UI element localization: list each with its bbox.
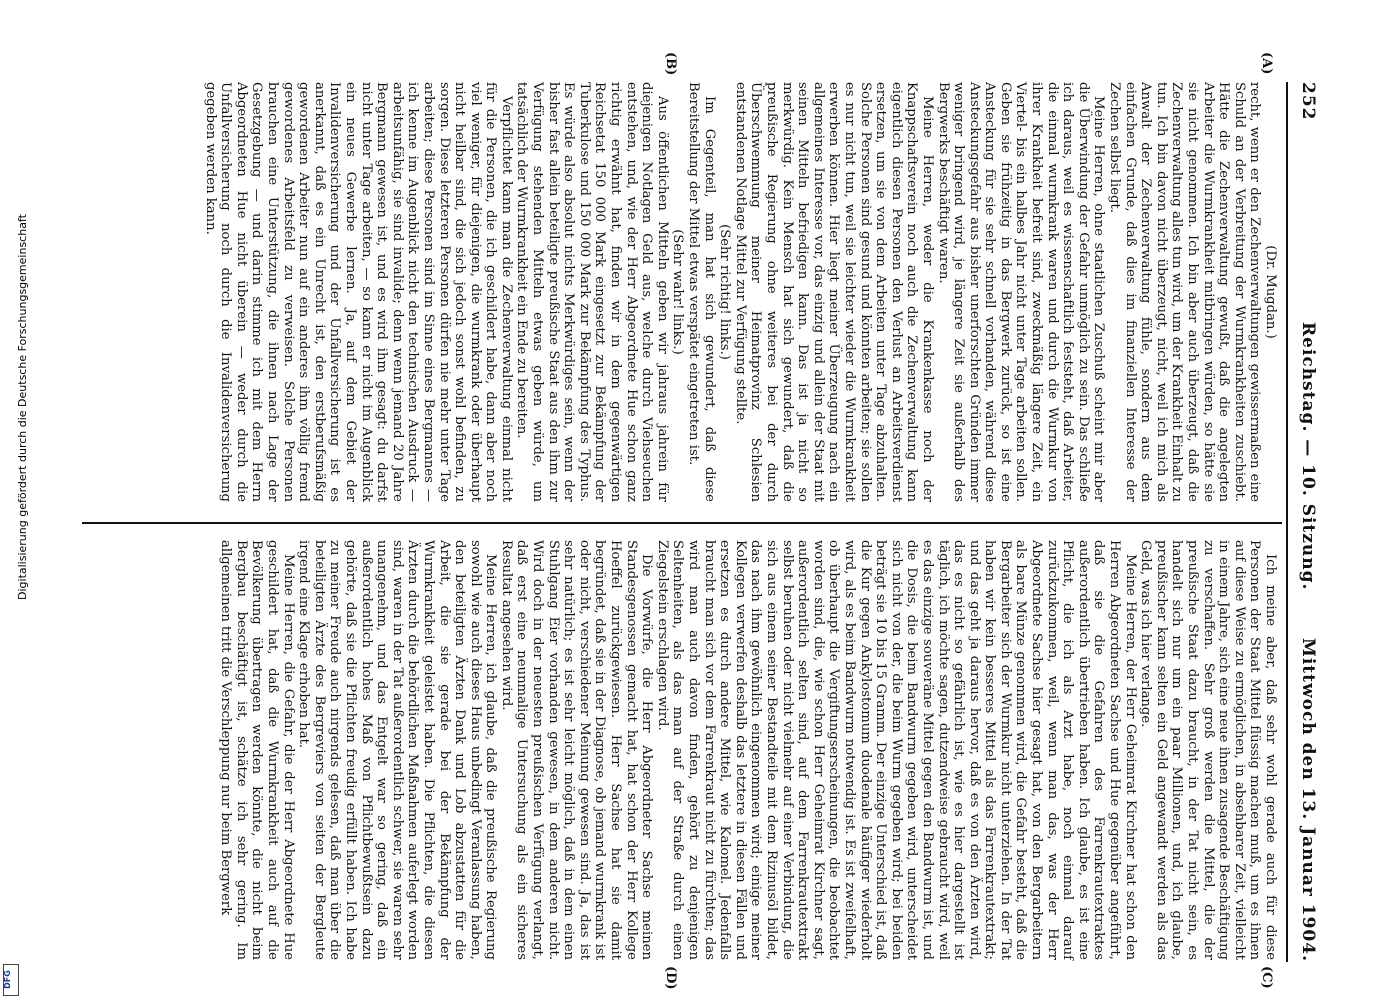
paragraph: Im Gegenteil, man hat sich gewundert, daß diese Bereitstellung der Mittel etwas verspätet eingetreten ist.	[686, 82, 717, 502]
paragraph: recht, wenn er den Zechenverwaltungen gewissermaßen eine Schuld an der Verbreitung der Wurmkrankheiten zuschiebt. Hätte die Zechenverwaltung gewußt, daß die angelegten Arbeiter die Wurmkrankheit mitbringen würden, so hätte sie sie nicht genommen. Ich bin aber auch überzeugt, daß die Zechenverwaltung alles tun wird, um der Krankheit Einhalt zu tun. Ich bin davon nicht überzeugt, nicht, weil ich mich als Anwalt der Zechenverwaltung fühle, sondern aus dem einfachen Grunde, daß dies im finanziellen Interesse der Zechen selbst liegt.	[1107, 82, 1263, 502]
paragraph: Aus öffentlichen Mitteln geben wir jahraus jahrein für diejenigen Notlagen Geld aus, welche durch Viehseuchen entstehen, und, wie der Herr Abgeordnete Hue schon ganz richtig erwähnt hat, finden wir in dem gegenwärtigen Reichsetat 150 000 Mark eingesetzt zur Bekämpfung der Tuberkulose und 150 000 Mark zur Bekämpfung des Typhus. Es würde also absolut nichts Merkwürdiges sein, wenn der bisher fast allein beteiligte preußische Staat aus den ihm zur Verfügung stehenden Mitteln etwas geben würde, um tatsächlich der Wurmkrankheit ein Ende zu bereiten.	[514, 82, 670, 502]
header-rule	[1286, 82, 1288, 962]
paragraph: Meine Herren, die Gefahr, die der Herr Abgeordnete Hue geschildert hat, daß die Wurmkrankheit auch auf die Bevölkerung übertragen werden könnte, die nicht beim Bergbau beschäftigt ist, schätze ich sehr gering. Im allgemeinen tritt die Verschleppung nur beim Bergwerk	[218, 540, 296, 960]
page-number: 252	[1298, 82, 1318, 121]
paragraph: Ich meine aber, daß sehr wohl gerade auch für diese Personen der Staat Mittel flüssig machen muß, um es ihnen auf diese Weise zu ermöglichen, in absehbarer Zeit, vielleicht in einem Jahre, sich eine neue ihnen zusagende Beschäftigung zu verschaffen. Sehr groß werden die Mittel, die der preußische Staat dazu braucht, in der Tat nicht sein, es handelt sich nur um ein paar Millionen, und, ich glaube, preußischer kann selten ein Geld angewandt werden als das Geld, was ich hier verlange.	[1138, 540, 1278, 960]
paragraph: Meine Herren, ohne staatlichen Zuschuß scheint mir aber die Überwindung der Gefahr unmöglich zu sein. Das schließe ich daraus, weil es wissenschaftlich feststeht, daß Arbeiter, die einmal wurmkrank waren und durch die Wurmkur von ihrer Krankheit befreit sind, zweckmäßig längere Zeit, ein Viertel- bis ein halbes Jahr nicht unter Tage arbeiten sollen. Geben sie frühzeitig in das Bergwerk zurück, so ist eine Ansteckung für sie sehr schnell vorhanden, während diese Ansteckungsgefahr aus bisher unerforschten Gründen immer weniger bringend wird, je längere Zeit sie außerhalb des Bergwerks beschäftigt waren.	[935, 82, 1107, 502]
paragraph: Meine Herren, ich glaube, daß die preußische Regierung sowohl wie auch dieses Haus unbedingt Veranlassung haben, den beteiligten Ärzten Dank und Lob abzustatten für die Arbeit, die sie gerade bei der Bekämpfung der Wurmkrankheit geleistet haben. Die Pflichten, die diesen Ärzten durch die behördlichen Maßnahmen auferlegt worden sind, waren in der Tat außerordentlich schwer, sie waren sehr unangenehm, und das Entgelt war so gering, daß ein außerordentlich hohes Maß von Pflichtbewußtsein dazu gehörte, daß sie die Pflichten freudig erfüllt haben. Ich habe zu meiner Freude auch nirgends gelesen, daß man über die beteiligten Ärzte des Bergreviers von seiten der Bergleute irgend eine Klage erhoben hat.	[296, 540, 499, 960]
digitization-footer	[0, 0, 29, 1000]
session-date: Mittwoch den 13. Januar 1904.	[1298, 638, 1318, 962]
right-column	[218, 540, 1278, 960]
page-header	[1290, 82, 1318, 962]
left-column	[202, 82, 1278, 502]
dfg-logo-text: DFG	[2, 970, 12, 989]
margin-marker-b: (B)	[663, 52, 678, 76]
speaker-label: (Dr. Mugdan.)	[1263, 245, 1278, 339]
dfg-logo	[3, 964, 19, 996]
footer-credit: Digitalisierung gefördert durch die Deutsche Forschungsgemeinschaft	[16, 214, 29, 600]
paragraph: Verpflichtet kann man die Zechenverwaltung einmal nicht für die Personen, die ich geschildert habe, dann aber noch viel weniger, für diejenigen, die wurmkrank oder überhaupt nicht heilbar sind, die sich jedoch sonst wohl befinden, zu sorgen. Diese letzteren Personen dürfen nie mehr unter Tage arbeiten; diese Personen sind im Sinne eines Bergmannes — ich kenne im Augenblick nicht den technischen Ausdruck — arbeitsunfähig, sie sind invalide; denn wenn jemand 20 Jahre Bergmann gewesen ist, und es wird ihm gesagt: du darfst nicht unter Tage arbeiten, — so kann er nicht im Augenblick ein neues Gewerbe lernen. Ja, auf dem Gebiet der Invalidenversicherung und der Unfallversicherung ist es anerkannt, daß es ein Unrecht ist, den erstberufsmäßig gewordenen Arbeiter nun auf ein anderes ihm völlig fremd gewordenes Arbeitsfeld zu verweisen. Solche Personen brauchen eine Unterstützung, die ihnen nach Lage der Gesetzgebung — und darin stimme ich mit dem Herrn Abgeordneten Hue nicht überein — weder durch die Unfallversicherung noch durch die Invalidenversicherung gegeben werden kann.	[202, 82, 514, 502]
interjection: (Sehr richtig! links.)	[717, 224, 733, 360]
interjection: (Sehr wahr! links.)	[670, 229, 686, 355]
margin-marker-c: (C)	[1259, 966, 1274, 989]
margin-marker-a: (A)	[1259, 52, 1274, 75]
paragraph: Meine Herren, weder die Krankenkasse noch der Knappschaftsverein noch auch die Zechenverwaltung kann eigentlich diesen Personen den Verlust an Arbeitsverdienst ersetzen, um sie von dem Arbeiten unter Tage abzuhalten. Solche Personen sind gesund und könnten arbeiten; sie sollen es nur nicht tun, weil sie leichter wieder die Wurmkrankheit erwerben können. Hier liegt meiner Überzeugung nach ein allgemeines Interesse vor, das einzig und allein der Staat mit seinen Mitteln befriedigen kann. Das ist ja nicht so merkwürdig. Kein Mensch hat sich gewundert, daß die preußische Regierung ohne weiteres bei der durch Überschwemmung meiner Heimatprovinz Schlesien entstandenen Notlage Mittel zur Verfügung stellte.	[732, 82, 935, 502]
paragraph: Meine Herren, der Herr Geheimrat Kirchner hat schon den Herren Abgeordneten Sachse und Hue gegenüber angeführt, daß sie die Gefahren des Farrenkrautextraktes außerordentlich übertrieben haben. Ich glaube, es ist eine Pflicht, die ich als Arzt habe, noch einmal darauf zurückzukommen, weil, wenn man das, was der Herr Abgeordnete Sachse hier gesagt hat, von den Bergarbeitern als bare Münze genommen wird, die Gefahr besteht, daß die Bergarbeiter sich der Wurmkur nicht unterziehen. In der Tat haben wir kein besseres Mittel als das Farrenkrautextrakt; und das geht ja daraus hervor, daß es von den Ärzten wird, das es nicht so gefährlich ist, wie es hier dargestellt ist täglich, ich möchte sagen, dutzendweise gebraucht wird, weil es das einzige souveräne Mittel gegen den Bandwurm ist, und die Dosis, die beim Bandwurm gegeben wird, unterscheidet sich nicht von der, die beim Wurm gegeben wird; bei beiden beträgt sie 10 bis 15 Gramm. Der einzige Unterschied ist, daß die Kur gegen Ankylostomum duodenale häufiger wiederholt wird, als es beim Bandwurm notwendig ist. Es ist zweifelhaft, ob überhaupt die Vergiftungserscheinungen, die beobachtet worden sind, die, wie schon Herr Geheimrat Kirchner sagt, außerordentlich selten sind, auf dem Farrenkrautextrakt selbst beruhen oder nicht vielmehr auf einer Verbindung, die sich aus einem seiner Bestandteile mit dem Rizinusöl bildet, das nach ihm gewöhnlich eingenommen wird; einige meiner Kollegen verwerfen deshalb das letztere in diesen Fällen und ersetzen es durch andere Mittel, wie Kalomel. Jedenfalls braucht man sich vor dem Farrenkraut nicht zu fürchten; das wird man auch davon finden, gehört zu denjenigen Seltenheiten, als das man auf der Straße durch einen Ziegelstein erschlagen wird.	[654, 540, 1138, 960]
paragraph: Die Vorwürfe, die Herr Abgeordneter Sachse meinen Standesgenossen gemacht hat, hat schon der Herr Kollege Hoeffel zurückgewiesen. Herr Sachse hat sie damit begründet, daß sie in der Diagnose, ob jemand wurmkrank ist oder nicht, verschiedener Meinung gewesen sind. Ja, das ist sehr natürlich; es ist sehr leicht möglich, daß in dem einen Stuhlgang Eier vorhanden gewesen, in dem anderen nicht. Wird doch in der neuesten preußischen Verfügung verlangt, daß erst eine neunmalige Untersuchung als ein sicheres Resultat angesehen wird.	[498, 540, 655, 960]
column-divider	[82, 522, 1282, 524]
session-title: Reichstag. — 10. Sitzung.	[1298, 322, 1318, 591]
rotated-newspaper-page	[78, 52, 1318, 990]
margin-marker-d: (D)	[663, 966, 678, 990]
